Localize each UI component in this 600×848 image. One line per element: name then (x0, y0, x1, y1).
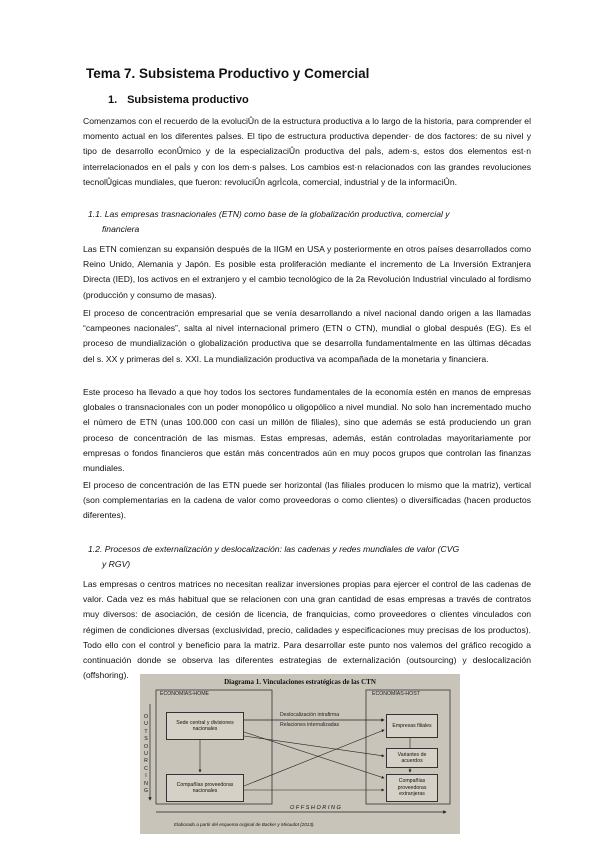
paragraph-concentration: El proceso de concentración empresarial que se venía desarrollando a nivel nacional dando origen a las llamadas “campeones nacionales”, salta al nivel internacional primero (ETN o CTN), mundial o global después (EG). Es el proceso de mundialización o globalización productiva que se desarrolla fundamentalmente en las últimas décadas del s. XX y primeras del s. XXI. La mundialización productiva va acompañada de la monetaria y financiera. (83, 308, 531, 364)
box-agreements: Variantes de acuerdos (386, 748, 438, 768)
box-national-suppliers: Compañías proveedoras nacionales (166, 774, 244, 802)
v-letter: O (143, 743, 149, 750)
box-foreign-suppliers: Compañías proveedoras extranjeras (386, 774, 438, 802)
subsection-heading-1-1 (88, 207, 528, 237)
v-letter: T (144, 728, 148, 735)
host-label: ECONOMÍAS-HOST (372, 691, 420, 697)
v-letter: N (144, 780, 148, 787)
diagram-source: Elaborado a partir del esquema original de Backer y Miroudot (2013). (174, 822, 315, 827)
section-heading (108, 94, 249, 106)
v-letter: U (144, 721, 148, 728)
subsection-1-2-line1: 1.2. Procesos de externalización y deslocalización: las cadenas y redes mundiales de valor (CVG (88, 544, 460, 554)
subsection-1-1-line1: 1.1. Las empresas trasnacionales (ETN) como base de la globalización productiva, comercial y (88, 209, 450, 219)
v-letter: C (144, 765, 148, 772)
section-number: 1. (108, 94, 118, 106)
v-letter: R (144, 758, 148, 765)
section-label: Subsistema productivo (127, 94, 249, 106)
offshoring-label: OFFSHORING (290, 805, 343, 811)
paragraph-global-firms: Este proceso ha llevado a que hoy todos los sectores fundamentales de la economía estén en manos de empresas globales o transnacionales con un poder monopólico u oligopólico a nivel mundial. No solo han incrementado mucho el número de ETN (unas 100.000 con casi un millón de filiales), sino que además se está produciendo un gran proceso de concentración de las mismas. Estas empresas, además, están controladas mayoritariamente por empresas o fondos financieros que están más concentrados aún en muy pocos grupos que controlan las finanzas mundiales. (83, 387, 531, 474)
page-title: Tema 7. Subsistema Productivo y Comercial (86, 66, 370, 81)
v-letter: G (143, 788, 149, 795)
paragraph-horizontal-vertical: El proceso de concentración de las ETN puede ser horizontal (las filiales producen lo mismo que la matriz), vertical (son complementarias en la cadena de valor como proveedoras o como clientes) o diversificadas (hacen productos diferentes). (83, 480, 531, 521)
paragraph-etn-expansion: Las ETN comienzan su expansión después de la IIGM en USA y posteriormente en otros países desarrollados como Reino Unido, Alemania y Japón. Es posible esta proliferación mediante el incremento de La Inversión Extranjera Directa (IED), los activos en el extranjero y el cambio tecnológico de la 2a Revolución Industrial vinculado al fordismo (producción y consumo de masas). (83, 244, 531, 300)
diagram-figure (140, 674, 460, 834)
subsection-heading-1-2 (88, 542, 528, 572)
v-letter: U (144, 751, 148, 758)
v-letter: S (144, 736, 148, 743)
arrow-label-internalized: Relaciones internalizadas (280, 722, 340, 728)
paragraph-intro: Comenzamos con el recuerdo de la evoluciÛn de la estructura productiva a lo largo de la historia, para comprender el momento actual en los diferentes paÌses. El tipo de estructura productiva depender· de dos factores: de su nivel y tipo de desarrollo econÛmico y de la especializaciÛn productiva del paÌs, adem·s, estos dos elementos est·n interrelacionados en el paÌs y con los dem·s paÌses. Los cambios est·n relacionados con las grandes revoluciones tecnolÛgicas mundiales, que fueron: revoluciÛn agrÌcola, comercial, industrial y de la informaciÛn. (83, 116, 531, 187)
home-label: ECONOMÍAS-HOME (160, 691, 209, 697)
arrow-label-intrafirm: Deslocalización intrafirma (280, 712, 340, 718)
v-letter: O (143, 714, 149, 720)
box-headquarters: Sede central y divisiones nacionales (166, 712, 244, 740)
paragraph-outsourcing: Las empresas o centros matrices no necesitan realizar inversiones propias para ejercer el control de las cadenas de valor. Cada vez es más habitual que se relacionen con una gran cantidad de esas empresas a través de contratos muy diversos: de asociación, de cesión de licencia, de franquicias, como proveedores o clientes vinculados con régimen de condiciones diversas (exclusividad, precio, calidades y especificaciones muy precisas de los productos). Todo ello con el control y beneficio para la matriz. Para desarrollar este punto nos valemos del gráfico recogido a continuación donde se observa las diferentes estrategias de externalización (outsourcing) y deslocalización (offshoring). (83, 579, 531, 681)
v-letter: I (145, 773, 147, 780)
arrow-cross-2 (244, 730, 384, 786)
arrow-agreements (244, 736, 384, 756)
diagram-title: Diagrama 1. Vinculaciones estratégicas de las CTN (224, 678, 376, 686)
box-subsidiaries: Empresas filiales (386, 714, 438, 738)
subsection-1-2-line2: y RGV) (102, 559, 131, 570)
subsection-1-1-line2: financiera (102, 224, 140, 235)
outsourcing-vertical-label (142, 714, 150, 795)
